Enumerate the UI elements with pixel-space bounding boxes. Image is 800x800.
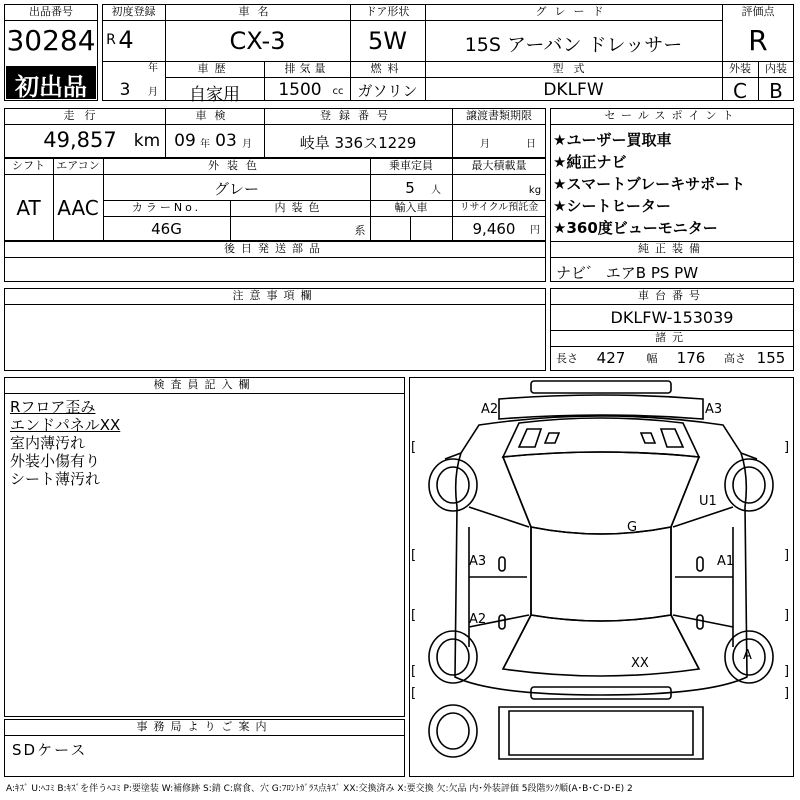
lot-number: 30284	[6, 24, 96, 57]
plate: 岐阜 336ス1229	[299, 134, 417, 152]
mark-a2-left: A2	[469, 612, 487, 627]
transfer-day-unit: 日	[526, 139, 536, 150]
chassis: DKLFW-153039	[610, 308, 734, 327]
mileage: 49,857	[43, 128, 117, 152]
yen-unit: 円	[530, 225, 540, 236]
inspection-label: 車検	[195, 109, 234, 122]
color-label: 外装色	[208, 159, 265, 172]
inspector-label: 検査員記入欄	[153, 378, 256, 391]
bracket: ]	[784, 608, 790, 623]
import-label: 輸入車	[394, 201, 428, 214]
notes-label: 注意事項欄	[232, 289, 318, 302]
mark-a1-right: A1	[717, 554, 735, 569]
width: 176	[676, 349, 706, 367]
chassis-label: 車台番号	[638, 289, 706, 302]
mark-g: G	[627, 520, 638, 535]
transfer-month-unit: 月	[480, 139, 490, 150]
year-unit: 年	[148, 63, 158, 74]
score-label: 評価点	[741, 5, 775, 18]
interior-label: 内装	[765, 62, 787, 75]
recycle: 9,460	[472, 220, 516, 238]
model-label: 型式	[552, 62, 595, 75]
exterior-label: 外装	[729, 62, 751, 75]
grade: 15S アーバン ドレッサー	[464, 34, 683, 56]
equipment-label: 純正装備	[638, 242, 706, 255]
inspector-note: エンドパネルXX	[10, 416, 121, 434]
sales-point: ★シートヒーター	[553, 197, 671, 215]
reg-year: 4	[118, 26, 134, 54]
insp-year: 09	[174, 131, 196, 151]
later-parts-label: 後日発送部品	[224, 242, 326, 255]
mark-a3-left: A3	[469, 554, 487, 569]
reg-label: 初度登録	[111, 5, 156, 18]
fuel-label: 燃料	[370, 62, 405, 75]
sales-point: ★スマートブレーキサポート	[553, 175, 746, 193]
bracket: [	[411, 608, 417, 623]
fuel: ガソリン	[357, 82, 418, 100]
office-note: SDケース	[12, 741, 88, 759]
recycle-label: リサイクル預託金	[459, 202, 539, 213]
sales-points-label: セールスポイント	[604, 109, 740, 122]
shift-label: シフト	[12, 159, 45, 172]
insp-month-unit: 月	[242, 139, 252, 150]
capacity-label: 乗車定員	[389, 159, 433, 172]
insp-month: 03	[215, 131, 237, 151]
height: 155	[756, 349, 786, 367]
door: 5W	[368, 27, 407, 55]
lot-label: 出品番号	[29, 5, 73, 18]
width-label: 幅	[646, 352, 658, 365]
displacement: 1500	[278, 80, 322, 100]
displacement-label: 排気量	[284, 62, 330, 75]
length: 427	[596, 349, 626, 367]
sales-point: ★360度ビューモニター	[553, 219, 718, 237]
inspector-note: シート薄汚れ	[10, 470, 101, 488]
bracket: ]	[784, 664, 790, 679]
mark-a2-top: A2	[481, 402, 499, 417]
load-unit: kg	[528, 185, 542, 196]
mark-u1: U1	[699, 494, 717, 509]
transfer-label: 譲渡書類期限	[466, 109, 532, 122]
equipment: ナビ゛ エアB PS PW	[556, 264, 699, 282]
month-unit: 月	[148, 87, 158, 98]
mark-a3-top: A3	[705, 402, 723, 417]
car-name-label: 車名	[238, 5, 277, 18]
bracket: ]	[784, 548, 790, 563]
color: グレー	[213, 180, 259, 198]
interior-color-suffix: 系	[354, 224, 366, 237]
color-no: 46G	[151, 220, 182, 238]
bracket: [	[411, 440, 417, 455]
inspector-note: 室内薄汚れ	[10, 434, 86, 452]
door-label: ドア形状	[365, 5, 410, 18]
bracket: [	[411, 548, 417, 563]
car-diagram	[409, 377, 794, 777]
exterior-grade: C	[733, 79, 747, 103]
dims-label: 諸元	[655, 331, 689, 344]
capacity-unit: 人	[431, 185, 441, 196]
interior-color-label: 内装色	[274, 201, 326, 214]
interior-grade: B	[769, 79, 783, 103]
score: R	[748, 24, 768, 57]
bracket: [	[411, 664, 417, 679]
model: DKLFW	[543, 80, 604, 100]
first-listing: 初出品	[15, 73, 87, 101]
legend: A:ｷｽﾞ U:ﾍｺﾐ B:ｷｽﾞを伴うﾍｺﾐ P:要塗装 W:補修跡 S:錆 C:腐食、穴 G:ﾌﾛﾝﾄｶﾞﾗｽ点ｷｽﾞ XX:交換済み X:要交換 欠:欠品 内･外装評価 5段階ﾗﾝｸ順(A･B･C･D･E) 2	[6, 784, 633, 794]
plate-label: 登録番号	[320, 109, 396, 122]
mark-a-rear: A	[743, 648, 752, 663]
sales-point: ★純正ナビ	[553, 153, 627, 171]
mark-xx: XX	[631, 656, 649, 671]
capacity: 5	[405, 179, 415, 197]
grade-label: グレード	[535, 5, 612, 18]
shift: AT	[16, 196, 41, 220]
bracket: ]	[784, 440, 790, 455]
cc-unit: cc	[332, 86, 344, 97]
ac: AAC	[57, 196, 99, 220]
inspector-note: Rフロア歪み	[10, 398, 96, 416]
ac-label: エアコン	[56, 159, 100, 172]
history: 自家用	[189, 85, 240, 105]
length-label: 長さ	[556, 352, 578, 365]
insp-year-unit: 年	[200, 139, 210, 150]
inspector-note: 外装小傷有り	[10, 452, 101, 470]
km-unit: km	[133, 131, 161, 151]
car-name: CX-3	[229, 27, 286, 55]
mileage-label: 走行	[63, 109, 106, 122]
sales-point: ★ユーザー買取車	[553, 131, 672, 149]
history-label: 車歴	[197, 62, 232, 75]
load-label: 最大積載量	[471, 159, 527, 172]
office-label: 事務局よりご案内	[136, 720, 273, 733]
reg-era: R	[106, 32, 116, 48]
reg-month: 3	[119, 80, 131, 100]
color-no-label: カラーNo.	[131, 201, 202, 214]
height-label: 高さ	[724, 352, 746, 365]
bracket: ]	[784, 686, 790, 701]
bracket: [	[411, 686, 417, 701]
